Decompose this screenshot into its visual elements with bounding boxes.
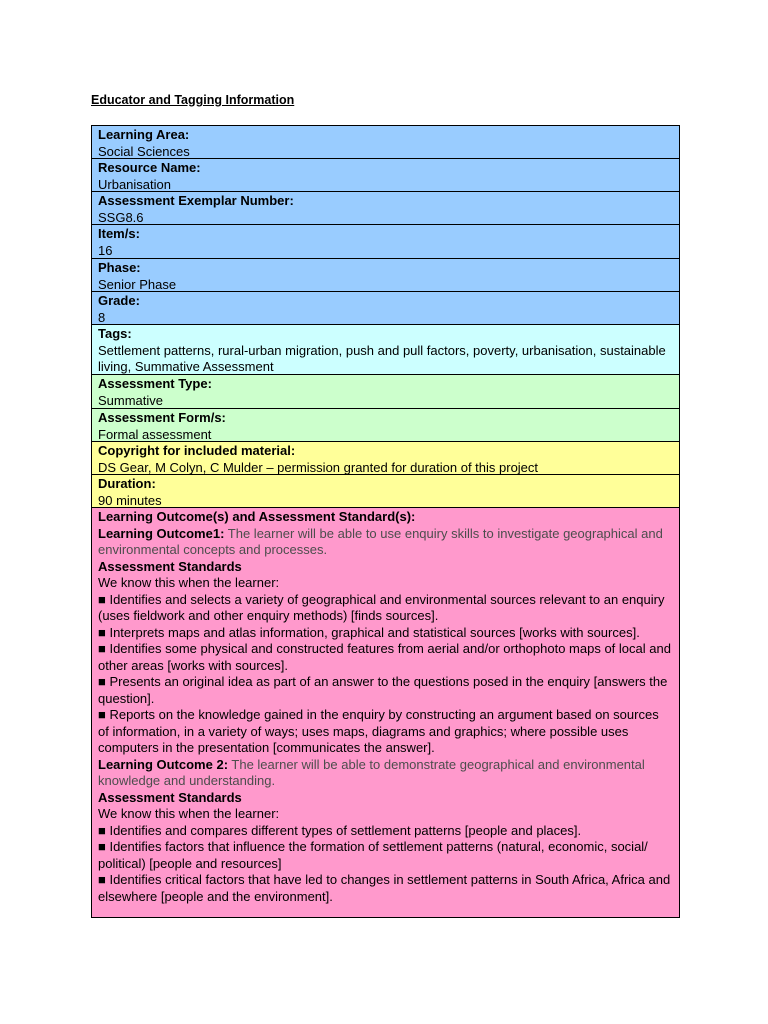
exemplar-number-label: Assessment Exemplar Number: xyxy=(98,193,294,208)
duration-value: 90 minutes xyxy=(98,492,162,508)
lo1-text: The learner will be able to use enquiry skills to investigate geographical and environmental concepts and processes. xyxy=(98,525,663,557)
learning-area-value: Social Sciences xyxy=(98,143,190,159)
lo1-standard-item: ■ Identifies some physical and constructed features from aerial and/or orthophoto maps of local and other areas [works with sources]. xyxy=(98,641,671,673)
lo1-standard-item: ■ Interprets maps and atlas information, graphical and statistical sources [works with sources]. xyxy=(98,624,640,640)
row-phase xyxy=(92,259,679,292)
row-assessment-forms xyxy=(92,409,679,442)
lo2-intro: We know this when the learner: xyxy=(98,806,280,821)
duration-label: Duration: xyxy=(98,476,156,491)
lo2-standard-item: ■ Identifies critical factors that have led to changes in settlement patterns in South Africa, Africa and elsewhere [people and the environment]. xyxy=(98,872,671,904)
lo2-statement xyxy=(98,757,673,790)
assessment-type-value: Summative xyxy=(98,392,164,408)
row-tags xyxy=(92,325,679,375)
row-assessment-type xyxy=(92,375,679,409)
outcomes-label: Learning Outcome(s) and Assessment Standard(s): xyxy=(98,509,416,524)
row-grade xyxy=(92,292,679,325)
tags-label: Tags: xyxy=(98,326,132,341)
lo2-standards-label: Assessment Standards xyxy=(98,789,242,805)
assessment-forms-value: Formal assessment xyxy=(98,426,212,442)
row-items xyxy=(92,225,679,259)
lo2-standard-item: ■ Identifies and compares different types of settlement patterns [people and places]. xyxy=(98,822,582,838)
row-resource-name xyxy=(92,159,679,192)
row-exemplar-number xyxy=(92,192,679,225)
lo1-statement xyxy=(98,526,673,559)
resource-name-label: Resource Name: xyxy=(98,160,201,175)
lo2-standard-item: ■ Identifies factors that influence the formation of settlement patterns (natural, economic, social/ political) [people and resources] xyxy=(98,839,648,871)
grade-value: 8 xyxy=(98,309,106,325)
grade-label: Grade: xyxy=(98,293,140,308)
lo2-text: The learner will be able to demonstrate geographical and environmental knowledge and understanding. xyxy=(98,756,645,788)
lo1-standard-item: ■ Identifies and selects a variety of geographical and environmental sources relevant to an enquiry (uses fieldwork and other enquiry methods) [finds sources]. xyxy=(98,591,665,623)
lo1-standard-item: ■ Presents an original idea as part of an answer to the questions posed in the enquiry [answers the question]. xyxy=(98,674,668,706)
lo2-label: Learning Outcome 2: xyxy=(98,756,229,772)
lo1-standards-label: Assessment Standards xyxy=(98,558,242,574)
row-learning-area xyxy=(92,126,679,159)
assessment-type-label: Assessment Type: xyxy=(98,376,212,391)
copyright-value: DS Gear, M Colyn, C Mulder – permission granted for duration of this project xyxy=(98,459,539,475)
row-copyright xyxy=(92,442,679,475)
lo1-label: Learning Outcome1: xyxy=(98,525,225,541)
assessment-forms-label: Assessment Form/s: xyxy=(98,410,226,425)
row-outcomes xyxy=(92,508,679,918)
tags-value: Settlement patterns, rural-urban migration, push and pull factors, poverty, urbanisation, sustainable living, Summative Assessment xyxy=(98,342,666,374)
lo1-intro: We know this when the learner: xyxy=(98,575,280,590)
page-heading: Educator and Tagging Information xyxy=(91,93,295,107)
phase-value: Senior Phase xyxy=(98,276,177,292)
row-duration xyxy=(92,475,679,508)
items-label: Item/s: xyxy=(98,226,140,241)
resource-name-value: Urbanisation xyxy=(98,176,171,192)
tagging-table xyxy=(91,125,680,918)
exemplar-number-value: SSG8.6 xyxy=(98,209,144,225)
copyright-label: Copyright for included material: xyxy=(98,443,296,458)
phase-label: Phase: xyxy=(98,260,141,275)
items-value: 16 xyxy=(98,242,113,258)
lo1-standard-item: ■ Reports on the knowledge gained in the enquiry by constructing an argument based on sources of information, in a variety of ways; uses maps, diagrams and graphics; where possible uses computers in the presentation [communicates the answer]. xyxy=(98,707,659,755)
learning-area-label: Learning Area: xyxy=(98,127,190,142)
